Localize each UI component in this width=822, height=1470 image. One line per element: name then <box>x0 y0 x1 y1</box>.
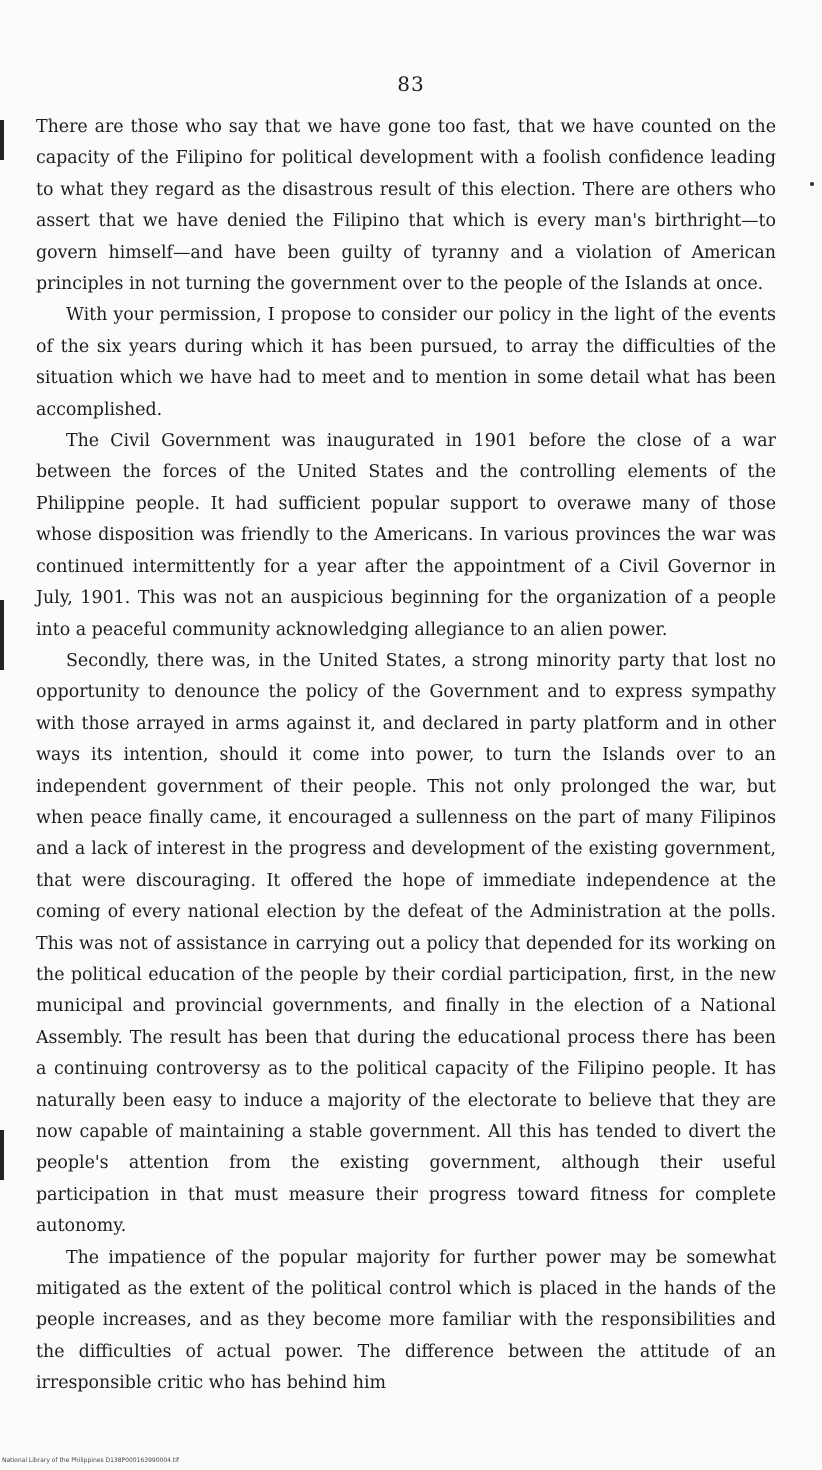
paragraph: The impatience of the popular majority for further power may be somewhat mitigated as the extent of the political control which is placed in the hands of the people increases, and as they become more familiar with the responsibilities and the difficulties of actual power. The difference between the attitude of an irresponsible critic who has behind him <box>36 1247 776 1394</box>
paragraph: There are those who say that we have gone too fast, that we have counted on the capacity of the Filipino for political development with a foolish confidence leading to what they regard as the disastrous result of this election. There are others who assert that we have denied the Filipino that which is every man's birthright—to govern himself—and have been guilty of tyranny and a violation of American principles in not turning the government over to the people of the Islands at once. <box>36 117 776 295</box>
scan-edge-mark <box>0 600 4 670</box>
paragraph: The Civil Government was inaugurated in 1901 before the close of a war between the forces of the United States and the controlling elements of the Philippine people. It had sufficient popular support to overawe many of those whose disposition was friendly to the Americans. In various provinces the war was continued intermittently for a year after the appointment of a Civil Governor in July, 1901. This was not an auspicious beginning for the organization of a people into a peaceful community acknowledging allegiance to an alien power. <box>36 431 776 640</box>
scan-speck <box>810 182 814 186</box>
page-number: 83 <box>397 72 425 96</box>
paragraph: Secondly, there was, in the United States, a strong minority party that lost no opportunity to denounce the policy of the Government and to express sympathy with those arrayed in arms against it, and declared in party platform and in other ways its intention, should it come into power, to turn the Islands over to an independent government of their people. This not only prolonged the war, but when peace finally came, it encouraged a sullenness on the part of many Filipinos and a lack of interest in the progress and development of the existing government, that were discouraging. It offered the hope of immediate independence at the coming of every national election by the defeat of the Administration at the polls. This was not of assistance in carrying out a policy that depended for its working on the political education of the people by their cordial participation, first, in the new municipal and provincial governments, and finally in the election of a National Assembly. The result has been that during the educational process there has been a continuing controversy as to the political capacity of the Filipino people. It has naturally been easy to induce a majority of the electorate to believe that they are now capable of maintaining a stable government. All this has tended to divert the people's attention from the existing government, although their useful participation in that must measure their progress toward fitness for complete autonomy. <box>36 650 776 1237</box>
scan-edge-mark <box>0 1130 4 1180</box>
text-body <box>36 112 776 1400</box>
scan-edge-mark <box>0 120 4 160</box>
paragraph: With your permission, I propose to consider our policy in the light of the events of the six years during which it has been pursued, to array the difficulties of the situation which we have had to meet and to mention in some detail what has been accomplished. <box>36 305 776 420</box>
scan-footer-caption: National Library of the Philippines D138P000163990004.tif <box>2 1457 180 1464</box>
